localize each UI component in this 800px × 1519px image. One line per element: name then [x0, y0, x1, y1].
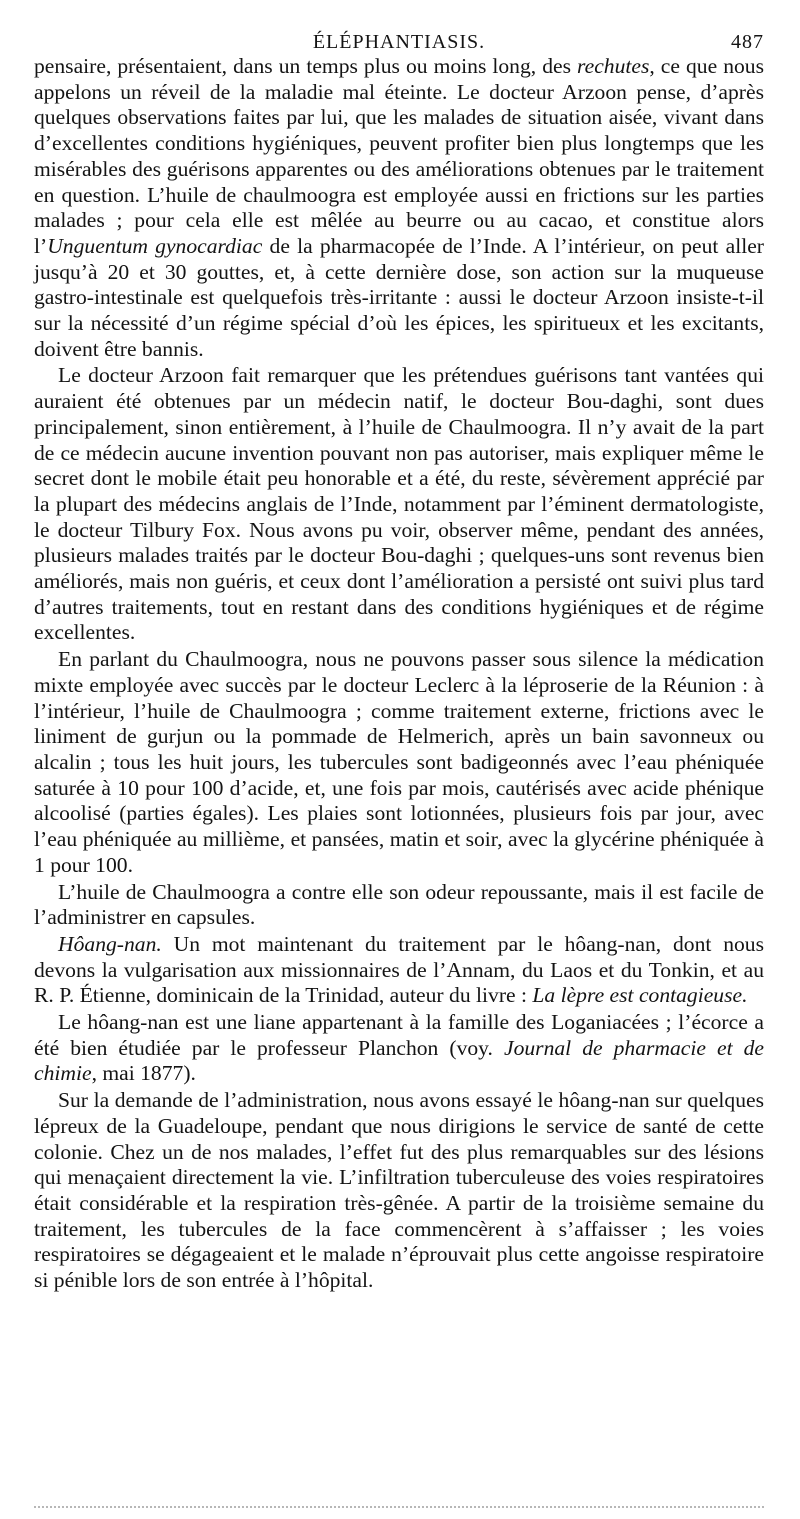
paragraph-6: [34, 1010, 764, 1087]
paragraph-5: [34, 932, 764, 1009]
paragraph-2: [34, 363, 764, 646]
book-title-italic: La lèpre est contagieuse.: [532, 983, 748, 1008]
text-run: En parlant du Chaulmoogra, nous ne pouvons passer sous silence la médication mixte employée avec succès par le docteur Leclerc à la léproserie de la Réunion : à l’intérieur, l’huile de Chaulmoogra ; comme traitement externe, frictions avec le liniment de gurjun ou la pommade de Helmerich, après un bain savonneux ou alcalin ; tous les huit jours, les tubercules sont badigeonnés avec l’eau phéniquée saturée à 10 pour 100 d’acide, et, une fois par mois, cautérisés avec acide phénique alcoolisé (parties égales). Les plaies sont lotionnées, plusieurs fois par jour, avec l’eau phéniquée au millième, et pansées, matin et soir, avec la glycérine phéniquée à 1 pour 100.: [34, 647, 764, 877]
paragraph-7: [34, 1088, 764, 1294]
italic-run: Unguentum gynocardiac: [47, 233, 263, 258]
text-run: de la pharmacopée de l’Inde. A l’intérieur, on peut aller jusqu’à 20 et 30 gouttes, et, à cette dernière dose, son action sur la muqueuse gastro-intestinale est quelquefois très-irritante : aussi le docteur Arzoon insiste-t-il sur la nécessité d’un régime spécial d’où les épices, les spiritueux et les excitants, doivent être bannis.: [34, 233, 765, 361]
paragraph-1: [34, 54, 764, 362]
running-title: ÉLÉPHANTIASIS.: [312, 31, 486, 53]
text-run: Un mot maintenant du traitement par le hôang-nan, dont nous devons la vulgarisation aux missionnaires de l’Annam, du Laos et du Tonkin, et au R. P. Étienne, dominicain de la Trinidad, auteur du livre :: [34, 931, 764, 1008]
text-run: L’huile de Chaulmoogra a contre elle son odeur repoussante, mais il est facile de l’administrer en capsules.: [34, 879, 764, 930]
journal-title-italic: Journal de pharmacie et de chimie: [34, 1035, 765, 1086]
paragraph-4: [34, 880, 764, 931]
footer-rule: [34, 1506, 764, 1510]
text-run: Le hôang-nan est une liane appartenant à la famille des Loganiacées ; l’écorce a été bien étudiée par le professeur Planchon (voy.: [34, 1010, 764, 1060]
running-header: [34, 0, 764, 53]
text-run: , ce que nous appelons un réveil de la maladie mal éteinte. Le docteur Arzoon pense, d’après quelques observations faites par lui, que les malades de situation aisée, vivant dans d’excellentes conditions hygiéniques, peuvent profiter bien plus longtemps que les misérables des guérisons apparentes ou des améliorations obtenues par le traitement en question. L’huile de chaulmoogra est employée aussi en frictions sur les parties malades ; pour cela elle est mêlée au beurre ou au cacao, et constitue alors l’: [34, 54, 764, 258]
text-run: Le docteur Arzoon fait remarquer que les prétendues guérisons tant vantées qui auraient été obtenues par un médecin natif, le docteur Bou-daghi, sont dues principalement, sinon entièrement, à l’huile de Chaulmoogra. Il n’y avait de la part de ce médecin aucune invention pouvant non pas autoriser, mais expliquer même le secret dont le mobile était peu honorable et a été, du reste, sévèrement apprécié par la plupart des médecins anglais de l’Inde, notamment par l’éminent dermatologiste, le docteur Tilbury Fox. Nous avons pu voir, observer même, pendant des années, plusieurs malades traités par le docteur Bou-daghi ; quelques-uns sont revenus bien améliorés, mais non guéris, et ceux dont l’amélioration a persisté ont suivi plus tard d’autres traitements, tout en restant dans des conditions hygiéniques et de régime excellentes.: [34, 363, 764, 645]
text-run: Sur la demande de l’administration, nous avons essayé le hôang-nan sur quelques lépreux de la Guadeloupe, pendant que nous dirigions le service de santé de cette colonie. Chez un de nos malades, l’effet fut des plus remarquables sur des lésions qui menaçaient directement la vie. L’infiltration tuberculeuse des voies respiratoires était considérable et la respiration très-gênée. A partir de la troisième semaine du traitement, les tubercules de la face commencèrent à s’affaisser ; les voies respiratoires se dégageaient et le malade n’éprouvait plus cette angoisse respiratoire si pénible lors de son entrée à l’hôpital.: [34, 1088, 764, 1293]
text-run: , mai 1877).: [91, 1061, 196, 1086]
page-number: 487: [731, 31, 764, 53]
italic-run: rechutes: [577, 54, 650, 78]
body-text: [34, 54, 764, 1294]
text-run: pensaire, présentaient, dans un temps plus ou moins long, des: [34, 54, 578, 78]
paragraph-3: [34, 647, 764, 878]
italic-run: Hôang-nan.: [58, 931, 162, 956]
book-page: [34, 0, 764, 1294]
